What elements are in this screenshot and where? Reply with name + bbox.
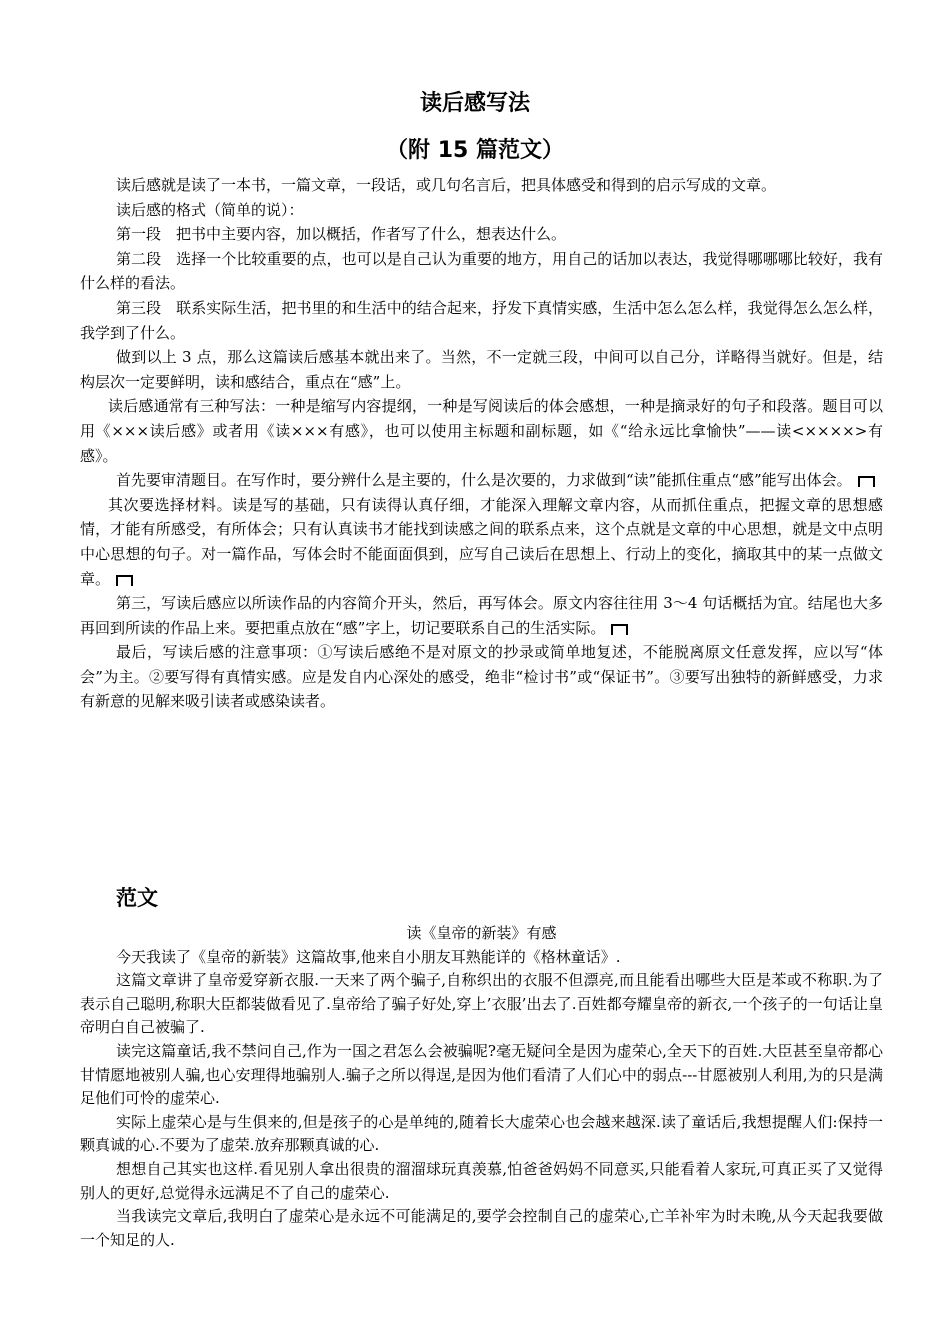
sample-heading: 范文: [116, 886, 158, 910]
guide-paragraph: 第三，写读后感应以所读作品的内容简介开头，然后，再写体会。原文内容往往用 3～4 句话概括为宜。结尾也大多再回到所读的作品上来。要把重点放在“感”字上，切记要联系自己的生活实际。: [80, 594, 883, 637]
guide-paragraph: 第三段 联系实际生活，把书里的和生活中的结合起来，抒发下真情实感，生活中怎么怎么样，我觉得怎么怎么样，我学到了什么。: [80, 298, 883, 342]
essay-paragraph: 当我读完文章后,我明白了虚荣心是永远不可能满足的,要学会控制自己的虚荣心,亡羊补牢为时未晚,从今天起我要做一个知足的人.: [80, 1207, 883, 1249]
guide-paragraph: 第一段 把书中主要内容，加以概括，作者写了什么，想表达什么。: [116, 225, 567, 244]
essay-paragraph: 想想自己其实也这样.看见别人拿出很贵的溜溜球玩真羡慕,怕爸爸妈妈不同意买,只能看着人家玩,可真正买了又觉得别人的更好,总觉得永远满足不了自己的虚荣心.: [80, 1159, 883, 1202]
edit-mark-icon: [116, 575, 133, 586]
essay-paragraph: 读完这篇童话,我不禁问自己,作为一国之君怎么会被骗呢?毫无疑问全是因为虚荣心,全天下的百姓.大臣甚至皇帝都心甘情愿地被别人骗,也心安理得地骗别人.骗子之所以得逞,是因为他们看清了人们心中的弱点---甘愿被别人利用,为的只是满足他们可怜的虚荣心.: [80, 1041, 883, 1108]
sample-essay: [80, 922, 883, 1252]
guide-paragraph: 第二段 选择一个比较重要的点，也可以是自己认为重要的地方，用自己的话加以表达，我觉得哪哪哪比较好，我有什么样的看法。: [80, 249, 883, 293]
guide-paragraph: 做到以上 3 点，那么这篇读后感基本就出来了。当然，不一定就三段，中间可以自己分，详略得当就好。但是，结构层次一定要鲜明，读和感结合，重点在“感”上。: [80, 348, 883, 391]
guide-paragraph: 首先要审清题目。在写作时，要分辨什么是主要的，什么是次要的，力求做到“读”能抓住重点“感”能写出体会。: [80, 468, 883, 493]
guide-paragraph: 读后感就是读了一本书，一篇文章，一段话，或几句名言后，把具体感受和得到的启示写成的文章。: [116, 176, 777, 194]
document-subtitle: （附 15 篇范文）: [386, 138, 564, 163]
document-title: 读后感写法: [419, 91, 530, 116]
edit-mark-icon: [611, 624, 628, 635]
essay-paragraph: 实际上虚荣心是与生俱来的,但是孩子的心是单纯的,随着长大虚荣心也会越来越深.读了童话后,我想提醒人们:保持一颗真诚的心.不要为了虚荣.放弃那颗真诚的心.: [80, 1112, 883, 1155]
guide-paragraph: 其次要选择材料。读是写的基础，只有读得认真仔细，才能深入理解文章内容，从而抓住重点，把握文章的思想感情，才能有所感受，有所体会；只有认真读书才能找到读感之间的联系点来，这个点就是文章的中心思想，就是文中点明中心思想的句子。对一篇作品，写体会时不能面面俱到，应写自己读后在思想上、行动上的变化，摘取其中的某一点做文章。: [80, 495, 883, 588]
essay-paragraph: 今天我读了《皇帝的新装》这篇故事,他来自小朋友耳熟能详的《格林童话》.: [116, 947, 621, 966]
guide-paragraph: 读后感的格式（简单的说）：: [116, 200, 304, 219]
essay-title: 读《皇帝的新装》有感: [406, 924, 557, 942]
guide-paragraph: 读后感通常有三种写法：一种是缩写内容提纲，一种是写阅读后的体会感想，一种是摘录好的句子和段落。题目可以用《×××读后感》或者用《读×××有感》，也可以使用主标题和副标题，如《“给永远比拿愉快”——读<××××>有感》。: [80, 397, 883, 465]
guide-section: [80, 173, 883, 714]
edit-mark-icon: [858, 476, 875, 487]
guide-paragraph: 最后，写读后感的注意事项：①写读后感绝不是对原文的抄录或简单地复述，不能脱离原文任意发挥，应以写“体会”为主。②要写得有真情实感。应是发自内心深处的感受，绝非“检讨书”或“保证书”。③要写出独特的新鲜感受，力求有新意的见解来吸引读者或感染读者。: [80, 643, 883, 711]
essay-paragraph: 这篇文章讲了皇帝爱穿新衣服.一天来了两个骗子,自称织出的衣服不但漂亮,而且能看出哪些大臣是苯或不称职.为了表示自己聪明,称职大臣都装做看见了.皇帝给了骗子好处,穿上’衣服’出去了.百姓都夸耀皇帝的新衣,一个孩子的一句话让皇帝明白自己被骗了.: [80, 971, 883, 1037]
